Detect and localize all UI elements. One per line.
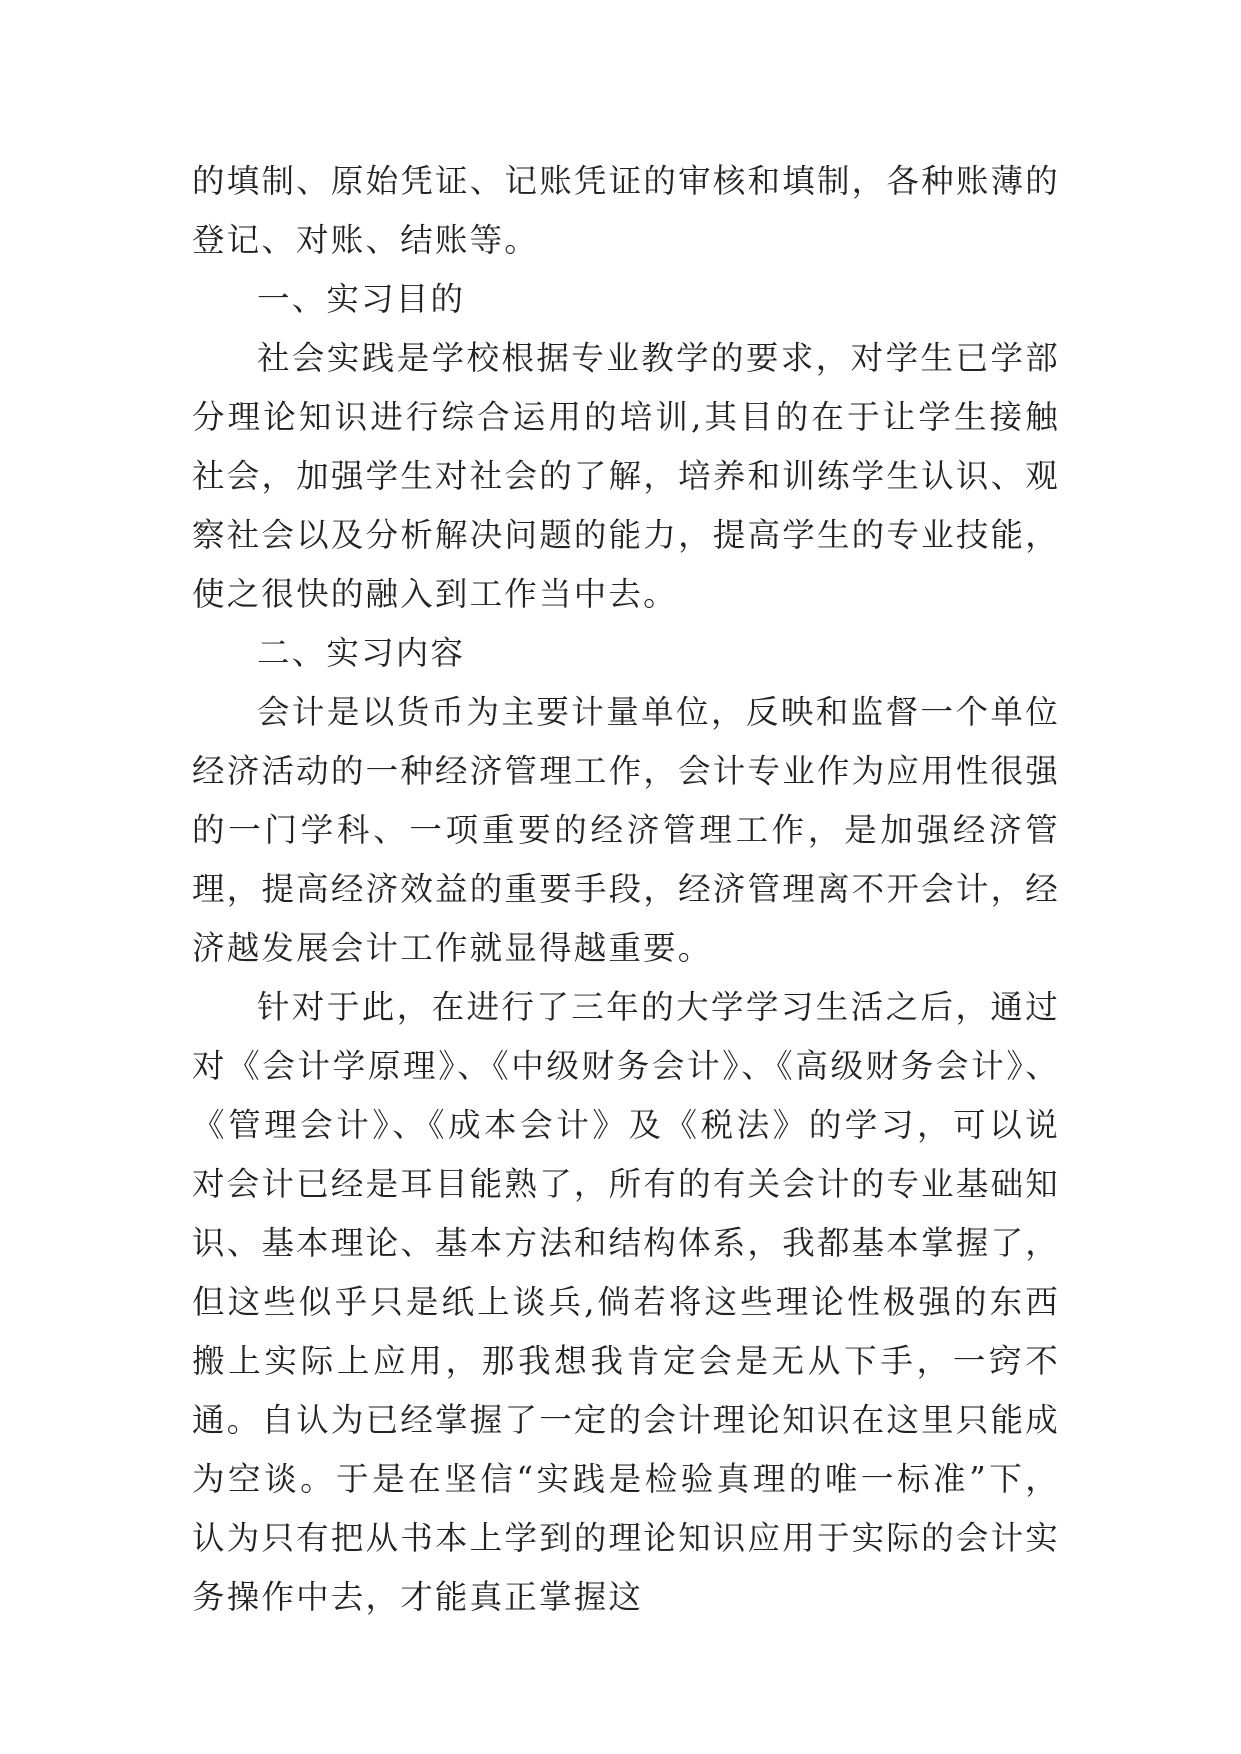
paragraph-continuation: 的填制、原始凭证、记账凭证的审核和填制，各种账薄的登记、对账、结账等。 — [192, 162, 1060, 259]
section-heading-content: 二、实习内容 — [257, 634, 466, 672]
paragraph-accounting-definition: 会计是以货币为主要计量单位，反映和监督一个单位经济活动的一种经济管理工作，会计专业作为应用性很强的一门学科、一项重要的经济管理工作，是加强经济管理，提高经济效益的重要手段，经济管理离不开会计，经济越发展会计工作就显得越重要。 — [192, 693, 1060, 967]
document-body — [192, 152, 1060, 1627]
paragraph-study-reflection: 针对于此，在进行了三年的大学学习生活之后，通过对《会计学原理》、《中级财务会计》、《高级财务会计》、《管理会计》、《成本会计》及《税法》的学习，可以说对会计已经是耳目能熟了，所有的有关会计的专业基础知识、基本理论、基本方法和结构体系，我都基本掌握了，但这些似乎只是纸上谈兵,倘若将这些理论性极强的东西搬上实际上应用，那我想我肯定会是无从下手，一窍不通。自认为已经掌握了一定的会计理论知识在这里只能成为空谈。于是在坚信“实践是检验真理的唯一标准”下，认为只有把从书本上学到的理论知识应用于实际的会计实务操作中去，才能真正掌握这 — [192, 988, 1060, 1616]
paragraph-purpose: 社会实践是学校根据专业教学的要求，对学生已学部分理论知识进行综合运用的培训,其目的在于让学生接触社会，加强学生对社会的了解，培养和训练学生认识、观察社会以及分析解决问题的能力，提高学生的专业技能，使之很快的融入到工作当中去。 — [192, 339, 1060, 613]
section-heading-purpose: 一、实习目的 — [257, 280, 466, 318]
